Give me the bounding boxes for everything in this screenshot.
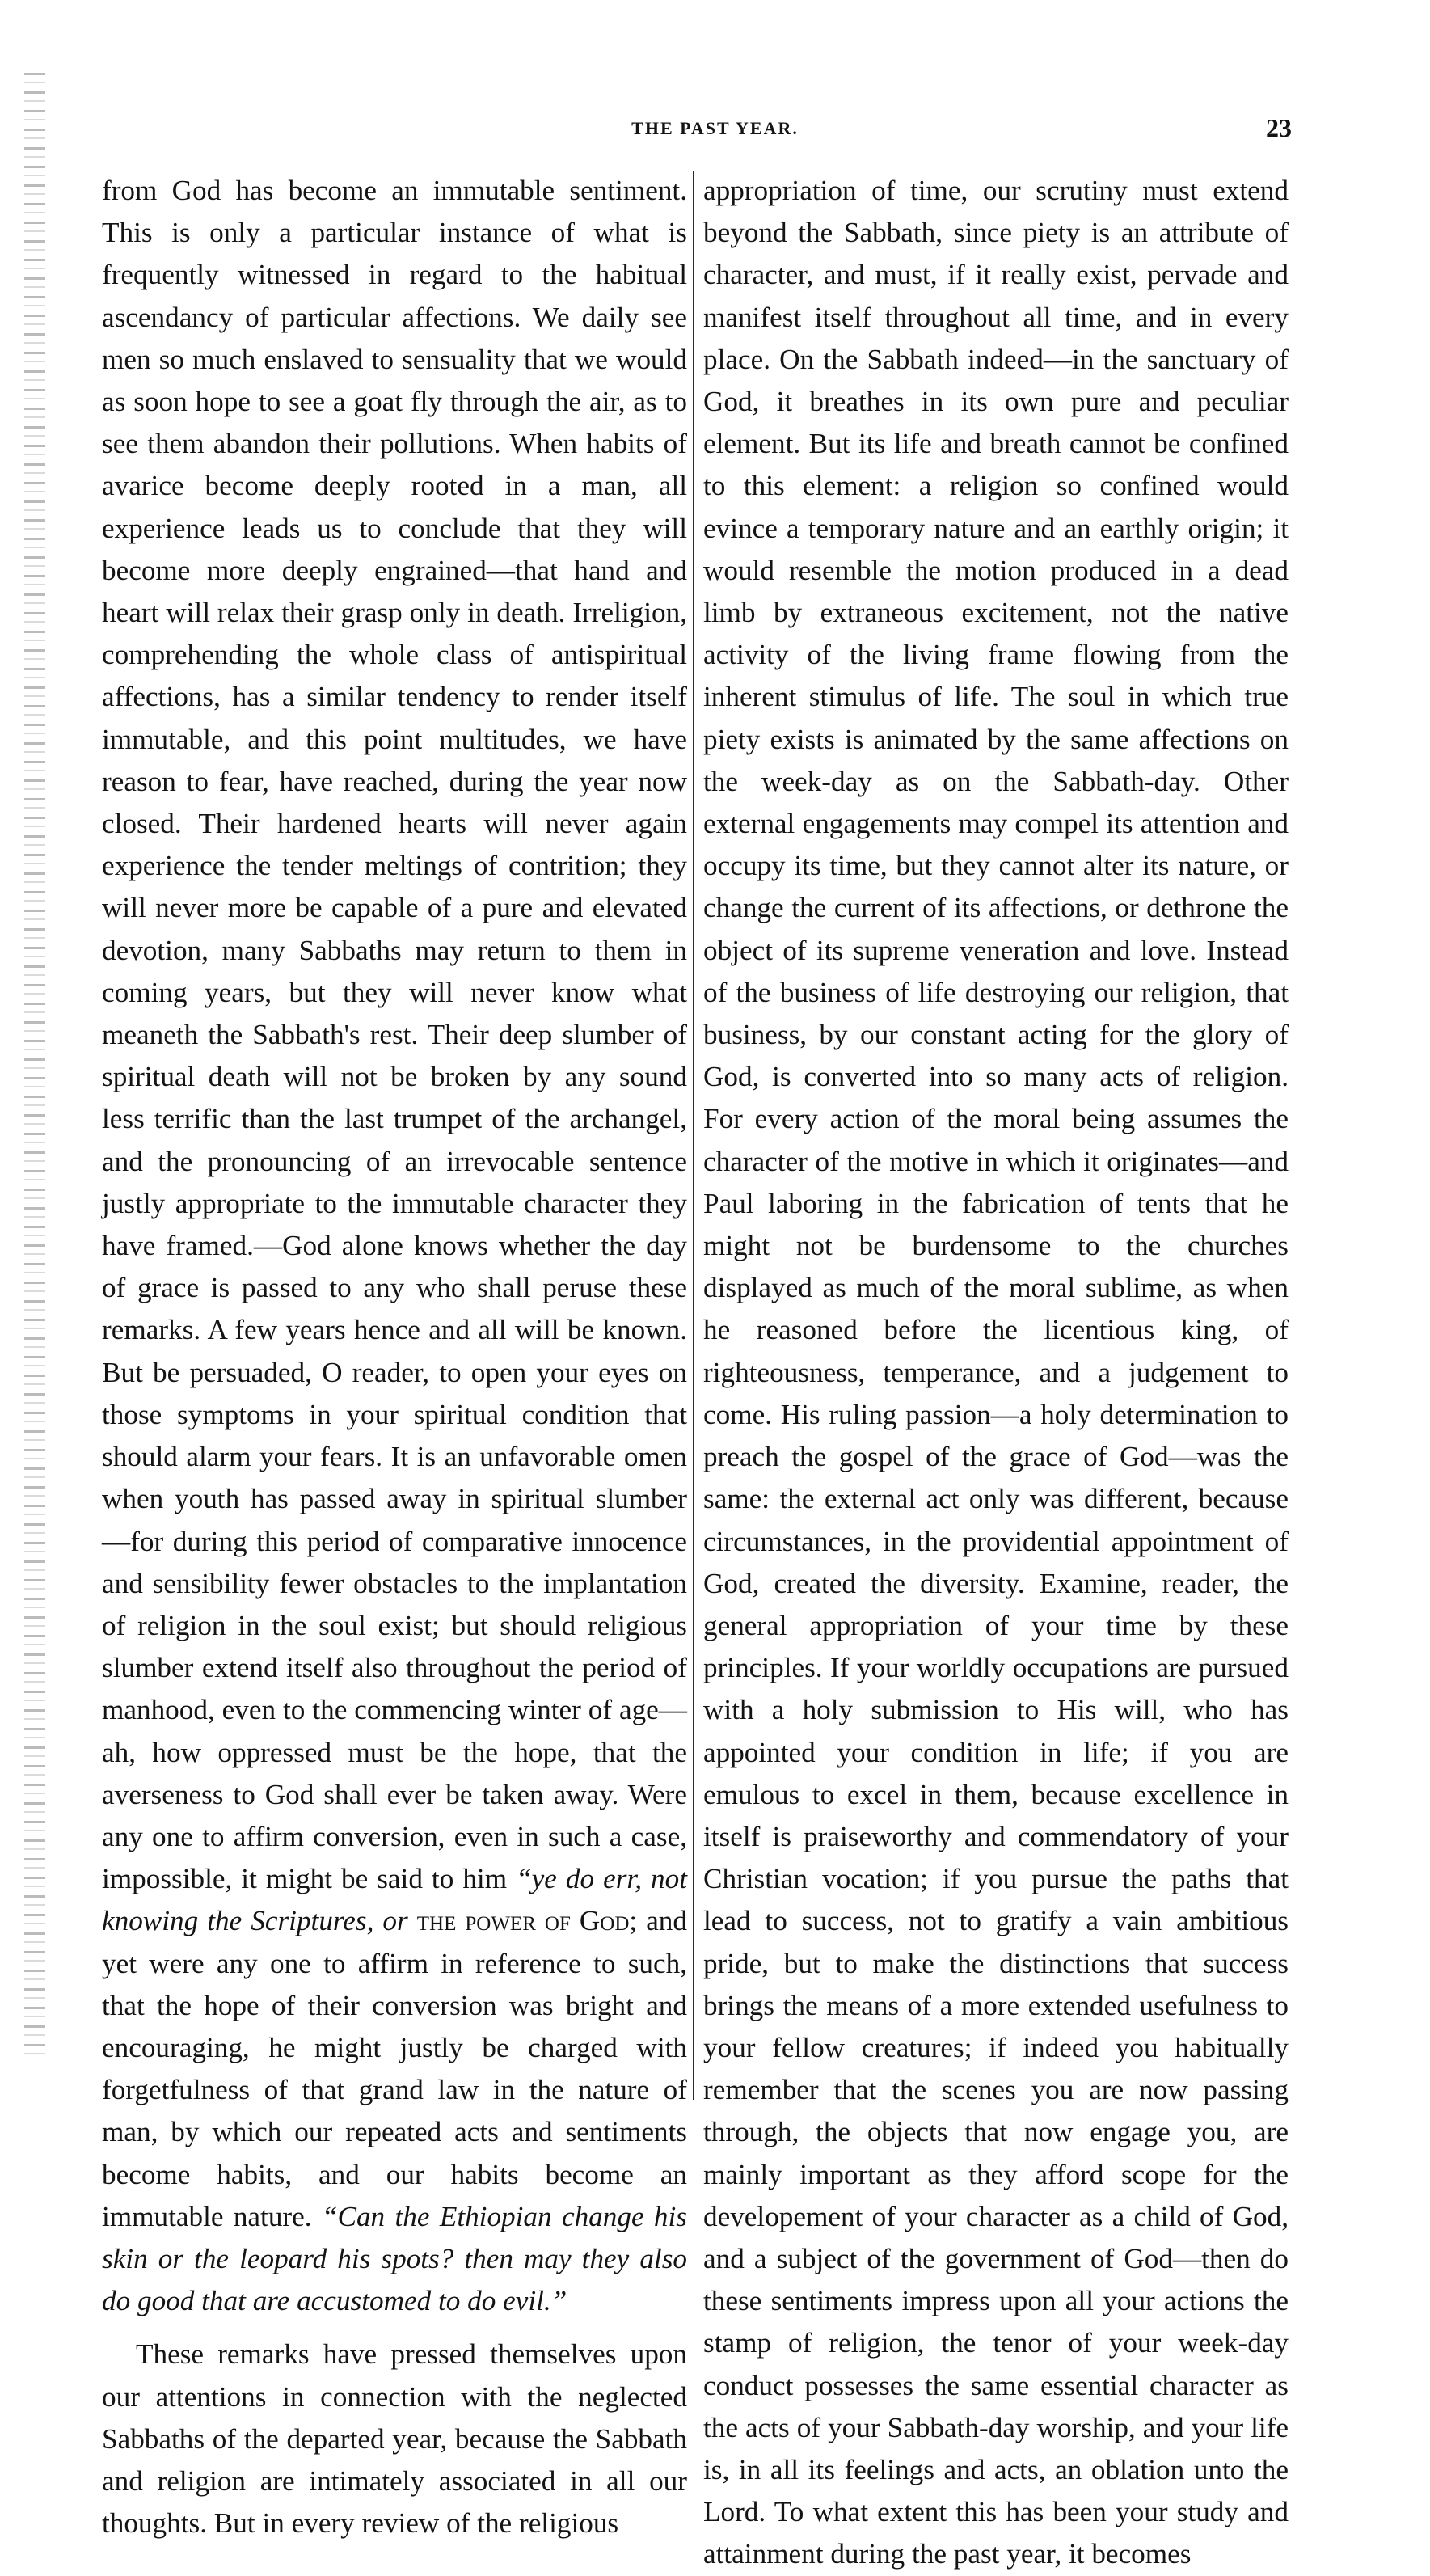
scripture-quote-ethiopian: “Can the Ethiopian change his skin or the leopard his spots? then may they also do good that are accustomed to do evil.” — [102, 2200, 687, 2317]
running-head — [0, 113, 1430, 150]
right-paragraph-1: appropriation of time, our scrutiny must extend beyond the Sabbath, since piety is an attribute of character, and must, if it really exist, pervade and manifest itself throughout all time, and in every place. On the Sabbath indeed—in the sanctuary of God, it breathes in its own pure and peculiar element. But its life and breath cannot be confined to this element: a religion so confined would evince a temporary nature and an earthly origin; it would resemble the motion produced in a dead limb by extraneous excitement, not the native activity of the living frame flowing from the inherent stimulus of life. The soul in which true piety exists is animated by the same affections on the week-day as on the Sabbath-day. Other external engagements may compel its attention and occupy its time, but they cannot alter its nature, or change the current of its affections, or dethrone the object of its supreme veneration and love. Instead of the business of life destroying our religion, that business, by our constant acting for the glory of God, is converted into so many acts of religion. For every action of the moral being assumes the character of the motive in which it originates—and Paul laboring in the fabrication of tents that he might not be burdensome to the churches displayed as much of the moral sublime, as when he reasoned before the licentious king, of righteousness, temperance, and a judgement to come. His ruling passion—a holy determination to preach the gospel of the grace of God—was the same: the external act only was different, because circumstances, in the providential appointment of God, created the diversity. Examine, reader, the general appropriation of your time by these principles. If your worldly occupations are pursued with a holy submission to His will, who has appointed your condition in life; if you are emulous to excel in them, because excellence in itself is praiseworthy and commendatory of your Christian vocation; if you pursue the paths that lead to success, not to gratify a vain ambitious pride, but to make the distinctions that success brings the means of a more extended usefulness to your fellow creatures; if indeed you habitually remember that the scenes you are now passing through, the objects that now engage you, are mainly important as they afford scope for the developement of your character as a child of God, and a subject of the government of God—then do these sentiments impress upon all your actions the stamp of religion, the tenor of your week-day conduct possesses the same essential character as the acts of your Sabbath-day worship, and your life is, in all its feelings and acts, an oblation unto the Lord. To what extent this has been your study and attainment during the past year, it becomes — [703, 175, 1289, 2570]
column-rule — [693, 171, 694, 2100]
left-paragraph-2: These remarks have pressed themselves upon our attentions in connection with the neglected Sabbaths of the departed year, because the Sabbath and religion are intimately associated in all our thoughts. But in every review of the religious — [102, 2338, 687, 2540]
left-column — [102, 170, 687, 2544]
left-p1-text-d: ; and yet were any one to affirm in reference to such, that the hope of their conversion was bright and encouraging, he might justly be charged with forgetfulness of that grand law in the nature of man, by which our repeated acts and sentiments become habits, and our habits become an immutable nature. — [102, 1905, 687, 2232]
left-p1-text-a: from God has become an immutable sentiment. This is only a particular instance of what is frequently witnessed in regard to the habitual ascendancy of particular affections. We daily see men so much enslaved to sensuality that we would as soon hope to see a goat fly through the air, as to see them abandon their pollutions. When habits of avarice become deeply rooted in a man, all experience leads us to conclude that they will become more deeply engrained—that hand and heart will relax their grasp only in death. Irreligion, comprehending the whole class of antispiritual affections, has a similar tendency to render itself immutable, and this point multitudes, we have reason to fear, have reached, during the year now closed. Their hardened hearts will never again experience the tender meltings of contrition; they will never more be capable of a pure and elevated devotion, many Sabbaths may return to them in coming years, but they will never know what meaneth the Sabbath's rest. Their deep slumber of spiritual death will not be broken by any sound less terrific than the last trumpet of the archangel, and the pronouncing of an irrevocable sentence justly appropriate to the immutable character they have framed.—God alone knows whether the day of grace is passed to any who shall peruse these remarks. A few years hence and all will be known. But be persuaded, O reader, to open your eyes on those symptoms in your spiritual condition that should alarm your fears. It is an unfavorable omen when youth has passed away in spiritual slumber—for during this period of comparative innocence and sensibility fewer obstacles to the implantation of religion in the soul exist; but should religious slumber extend itself also throughout the period of manhood, even to the commencing winter of age—ah, how oppressed must be the hope, that the averseness to God shall ever be taken away. Were any one to affirm conversion, even in such a case, impossible, it might be said to him — [102, 175, 687, 1895]
right-column — [703, 170, 1289, 2576]
binding-edge-scan-marks — [24, 73, 45, 2054]
scripture-quote-part-1: “ye do err, not knowing the Scriptures, or — [102, 1863, 688, 1937]
left-paragraph-1 — [102, 170, 687, 2322]
page-number: 23 — [1266, 113, 1292, 142]
scripture-quote-smallcaps: the power of God — [416, 1905, 630, 1937]
running-title: THE PAST YEAR. — [631, 118, 799, 138]
